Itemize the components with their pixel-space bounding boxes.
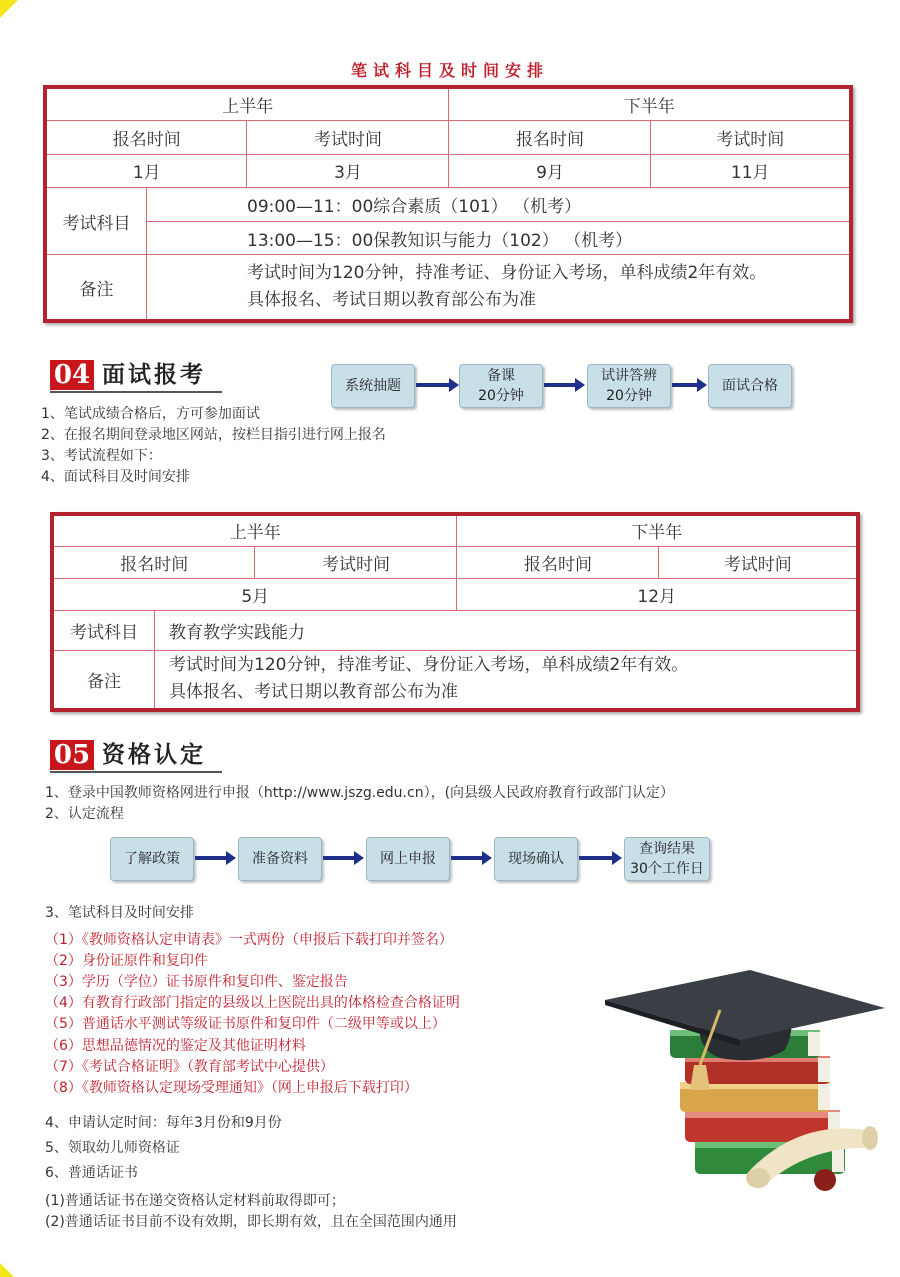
section-title: 面试报考 (102, 361, 206, 388)
notes-label: 备注 (52, 650, 155, 710)
exam-time-header: 考试时间 (255, 546, 457, 578)
exam-time-header: 考试时间 (247, 121, 449, 155)
section-underline (50, 771, 222, 773)
written-exam-title: 笔试科目及时间安排 (350, 61, 549, 80)
flow-step-label: 试讲答辨 (601, 368, 657, 384)
written-exam-table (43, 85, 853, 323)
list-item: 5、领取幼儿师资格证 (45, 1140, 180, 1156)
requirement-item: （4）有教育行政部门指定的县级以上医院出具的体格检查合格证明 (45, 995, 460, 1011)
second-half-header: 下半年 (449, 87, 851, 121)
note-line: 考试时间为120分钟，持准考证、身份证入考场，单科成绩2年有效。 (247, 263, 767, 284)
requirement-item: （6）思想品德情况的鉴定及其他证明材料 (45, 1038, 306, 1054)
requirement-item: （5）普通话水平测试等级证书原件和复印件（二级甲等或以上） (45, 1016, 446, 1032)
flow-arrow (195, 856, 227, 860)
section-04-header (50, 360, 225, 394)
flow-step (238, 837, 322, 881)
flow-step-label: 系统抽题 (345, 378, 401, 394)
notes-cell (155, 650, 859, 710)
flow-step-label: 了解政策 (124, 851, 180, 867)
graduation-books-illustration (600, 970, 890, 1200)
notes-label: 备注 (45, 255, 147, 321)
flow-step-label: 准备资料 (252, 851, 308, 867)
table-cell: 11月 (651, 154, 851, 188)
first-half-header: 上半年 (52, 514, 457, 546)
flow-arrow (323, 856, 355, 860)
corner-decoration-top (0, 0, 18, 18)
list-item: 6、普通话证书 (45, 1165, 138, 1181)
flow-step-sublabel: 20分钟 (606, 388, 652, 404)
table-cell: 5月 (52, 578, 457, 610)
flow-step-label: 现场确认 (508, 851, 564, 867)
first-half-header: 上半年 (45, 87, 449, 121)
list-item: 2、认定流程 (45, 806, 124, 822)
reg-time-header: 报名时间 (449, 121, 651, 155)
subject-line: 09:00—11：00综合素质（101） （机考） (147, 188, 852, 222)
flow-step (708, 364, 792, 408)
list-item: 4、申请认定时间：每年3月份和9月份 (45, 1115, 282, 1131)
table-cell: 12月 (457, 578, 858, 610)
second-half-header: 下半年 (457, 514, 858, 546)
flow-step (366, 837, 450, 881)
flow-step-label: 查询结果 (639, 841, 695, 857)
exam-time-header: 考试时间 (651, 121, 851, 155)
section-number: 05 (50, 740, 94, 770)
section-title: 资格认定 (102, 741, 206, 768)
reg-time-header: 报名时间 (457, 546, 659, 578)
flow-arrow (544, 383, 576, 387)
reg-time-header: 报名时间 (45, 121, 247, 155)
subjects-label: 考试科目 (52, 610, 155, 650)
flow-step (110, 837, 194, 881)
table-cell: 9月 (449, 154, 651, 188)
flow-arrow (451, 856, 483, 860)
interview-exam-table (50, 512, 860, 712)
list-item: 1、笔试成绩合格后，方可参加面试 (41, 406, 260, 422)
flow-step (587, 364, 671, 408)
flow-arrow (579, 856, 613, 860)
list-item: 2、在报名期间登录地区网站，按栏目指引进行网上报名 (41, 427, 386, 443)
note-item: (2)普通话证书目前不设有效期，即长期有效，且在全国范围内通用 (45, 1214, 457, 1230)
subjects-label: 考试科目 (45, 188, 147, 255)
requirement-item: （1）《教师资格认定申请表》一式两份（申报后下载打印并签名） (45, 932, 453, 948)
note-line: 具体报名、考试日期以教育部公布为准 (247, 290, 536, 311)
requirement-item: （2）身份证原件和复印件 (45, 953, 208, 969)
requirement-item: （3）学历（学位）证书原件和复印件、鉴定报告 (45, 974, 348, 990)
flow-step-sublabel: 20分钟 (478, 388, 524, 404)
section-underline (50, 391, 222, 393)
subject-line: 13:00—15：00保教知识与能力（102） （机考） (147, 221, 852, 255)
list-item: 3、笔试科目及时间安排 (45, 905, 194, 921)
flow-arrow (416, 383, 450, 387)
table-cell: 1月 (45, 154, 247, 188)
exam-time-header: 考试时间 (659, 546, 858, 578)
table-cell: 3月 (247, 154, 449, 188)
section-number: 04 (50, 360, 94, 390)
note-line: 具体报名、考试日期以教育部公布为准 (169, 682, 458, 703)
subject-line: 教育教学实践能力 (155, 610, 859, 650)
flow-step (459, 364, 543, 408)
flow-step (494, 837, 578, 881)
list-item: 1、登录中国教师资格网进行申报（http://www.jszg.edu.cn），(向县级人民政府教育行政部门认定） (45, 785, 675, 801)
flow-step-label: 备课 (487, 368, 515, 384)
section-05-header (50, 740, 225, 774)
list-item: 3、考试流程如下： (41, 448, 162, 464)
flow-step-label: 网上申报 (380, 851, 436, 867)
note-line: 考试时间为120分钟，持准考证、身份证入考场，单科成绩2年有效。 (169, 655, 689, 676)
flow-step-label: 面试合格 (722, 378, 778, 394)
requirement-item: （7）《考试合格证明》（教育部考试中心提供） (45, 1059, 334, 1075)
flow-step (624, 837, 710, 881)
requirement-item: （8）《教师资格认定现场受理通知》（网上申报后下载打印） (45, 1080, 418, 1096)
note-item: (1)普通话证书在递交资格认定材料前取得即可； (45, 1193, 345, 1209)
flow-step-sublabel: 30个工作日 (630, 861, 704, 877)
list-item: 4、面试科目及时间安排 (41, 469, 190, 485)
flow-step (331, 364, 415, 408)
flow-arrow (672, 383, 698, 387)
corner-decoration-bottom (0, 1263, 14, 1277)
reg-time-header: 报名时间 (52, 546, 255, 578)
notes-cell (147, 255, 852, 321)
